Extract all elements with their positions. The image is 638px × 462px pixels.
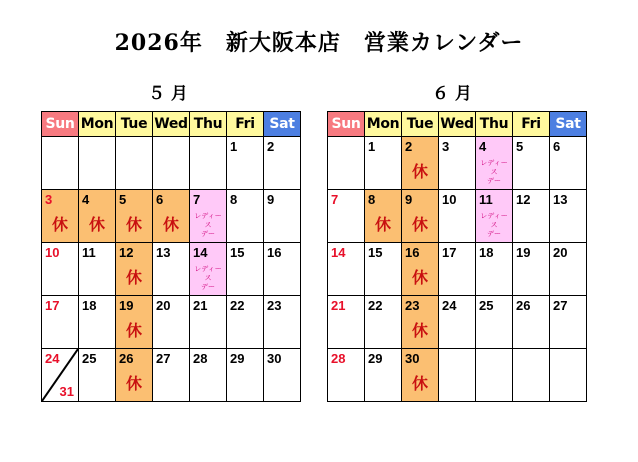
- day-cell: [42, 190, 79, 243]
- day-number: 6: [156, 192, 164, 207]
- day-cell: [365, 190, 402, 243]
- day-cell: [190, 296, 227, 349]
- day-cell: [79, 243, 116, 296]
- calendar-week: [42, 243, 301, 296]
- holiday-mark: 休: [411, 321, 428, 340]
- day-cell: [79, 190, 116, 243]
- day-cell: [328, 296, 365, 349]
- day-cell: [79, 296, 116, 349]
- day-number: 26: [119, 351, 134, 366]
- day-cell: [227, 349, 264, 402]
- weekday-header-fri: Fri: [513, 112, 550, 137]
- day-cell: [513, 296, 550, 349]
- day-number: 29: [230, 351, 245, 366]
- weekday-header-mon: Mon: [365, 112, 402, 137]
- day-number: 21: [193, 298, 208, 313]
- weekday-header-wed: Wed: [439, 112, 476, 137]
- weekday-header-mon: Mon: [79, 112, 116, 137]
- holiday-mark: 休: [411, 268, 428, 287]
- weekday-header-sat: Sat: [550, 112, 587, 137]
- empty-day-cell: [328, 137, 365, 190]
- day-number: 4: [479, 139, 487, 154]
- weekday-header-sun: Sun: [42, 112, 79, 137]
- day-number: 10: [45, 245, 60, 260]
- weekday-header-fri: Fri: [227, 112, 264, 137]
- holiday-mark: 休: [125, 321, 142, 340]
- day-cell: [227, 243, 264, 296]
- weekday-header-tue: Tue: [402, 112, 439, 137]
- day-number: 15: [230, 245, 245, 260]
- day-cell: [42, 296, 79, 349]
- day-number: 28: [193, 351, 208, 366]
- empty-day-cell: [42, 137, 79, 190]
- day-cell: [190, 190, 227, 243]
- day-number: 25: [82, 351, 97, 366]
- day-cell: [439, 137, 476, 190]
- day-number: 9: [405, 192, 413, 207]
- day-cell: [116, 190, 153, 243]
- empty-day-cell: [79, 137, 116, 190]
- day-cell: [264, 190, 301, 243]
- day-cell: [328, 243, 365, 296]
- day-cell: [439, 296, 476, 349]
- day-number: 3: [45, 192, 53, 207]
- day-cell: [153, 243, 190, 296]
- day-cell: [550, 137, 587, 190]
- day-cell: [476, 243, 513, 296]
- day-number: 6: [553, 139, 561, 154]
- month-label-may: ５ 月: [148, 84, 188, 104]
- holiday-mark: 休: [411, 374, 428, 393]
- day-cell: [227, 190, 264, 243]
- day-number: 1: [230, 139, 238, 154]
- day-cell: [402, 243, 439, 296]
- day-number: 18: [82, 298, 97, 313]
- day-cell: [476, 190, 513, 243]
- day-cell: [550, 296, 587, 349]
- calendar-week: [328, 296, 587, 349]
- day-cell: [190, 243, 227, 296]
- day-number: 19: [516, 245, 531, 260]
- holiday-mark: 休: [125, 268, 142, 287]
- day-cell: [550, 243, 587, 296]
- day-cell: [439, 243, 476, 296]
- day-cell: [153, 349, 190, 402]
- day-number: 5: [516, 139, 524, 154]
- day-cell: [513, 137, 550, 190]
- day-cell: [264, 349, 301, 402]
- ladies-day-label: レディース デー: [194, 212, 222, 238]
- empty-day-cell: [116, 137, 153, 190]
- empty-day-cell: [513, 349, 550, 402]
- day-number: 10: [442, 192, 457, 207]
- day-number: 8: [368, 192, 376, 207]
- day-number: 20: [553, 245, 568, 260]
- calendar-week: [328, 243, 587, 296]
- day-cell: [365, 349, 402, 402]
- day-cell: [328, 349, 365, 402]
- day-number: 23: [267, 298, 282, 313]
- calendar-week: [328, 137, 587, 190]
- day-cell: [476, 137, 513, 190]
- day-cell: [365, 137, 402, 190]
- day-number: 29: [368, 351, 383, 366]
- day-number: 25: [479, 298, 494, 313]
- holiday-mark: 休: [411, 215, 428, 234]
- day-number-split: 31: [59, 384, 74, 399]
- day-cell: [227, 296, 264, 349]
- day-number: 18: [479, 245, 494, 260]
- day-cell: [328, 190, 365, 243]
- day-number: 9: [267, 192, 275, 207]
- day-cell: [439, 190, 476, 243]
- weekday-header-thu: Thu: [190, 112, 227, 137]
- day-number: 14: [193, 245, 208, 260]
- day-cell: [402, 190, 439, 243]
- empty-day-cell: [476, 349, 513, 402]
- day-number: 17: [442, 245, 457, 260]
- day-number: 24: [45, 351, 60, 366]
- calendar-week: [42, 296, 301, 349]
- calendar-week: [42, 190, 301, 243]
- day-cell: [513, 243, 550, 296]
- holiday-mark: 休: [162, 215, 179, 234]
- day-cell: [365, 296, 402, 349]
- day-number: 11: [479, 192, 493, 207]
- day-number: 15: [368, 245, 383, 260]
- day-cell: [550, 190, 587, 243]
- weekday-header-thu: Thu: [476, 112, 513, 137]
- day-cell: [42, 243, 79, 296]
- day-number: 14: [331, 245, 346, 260]
- ladies-day-label: レディース デー: [194, 265, 222, 291]
- day-number: 26: [516, 298, 531, 313]
- holiday-mark: 休: [125, 215, 142, 234]
- empty-day-cell: [153, 137, 190, 190]
- day-number: 7: [193, 192, 201, 207]
- holiday-mark: 休: [88, 215, 105, 234]
- day-number: 22: [368, 298, 383, 313]
- day-cell: [153, 296, 190, 349]
- day-number: 19: [119, 298, 134, 313]
- day-cell: [402, 349, 439, 402]
- day-number: 4: [82, 192, 90, 207]
- day-cell: [264, 296, 301, 349]
- day-number: 27: [156, 351, 171, 366]
- day-number: 20: [156, 298, 171, 313]
- day-cell: [116, 296, 153, 349]
- day-cell: [264, 243, 301, 296]
- day-number: 27: [553, 298, 568, 313]
- day-cell: [116, 349, 153, 402]
- holiday-mark: 休: [51, 215, 68, 234]
- day-cell: [365, 243, 402, 296]
- day-number: 7: [331, 192, 339, 207]
- day-number: 12: [516, 192, 531, 207]
- calendar-week: [42, 349, 301, 402]
- day-number: 1: [368, 139, 376, 154]
- day-number: 2: [267, 139, 275, 154]
- ladies-day-label: レディース デー: [480, 159, 508, 185]
- day-number: 30: [267, 351, 282, 366]
- day-number: 12: [119, 245, 134, 260]
- weekday-header-wed: Wed: [153, 112, 190, 137]
- day-cell: [116, 243, 153, 296]
- calendar-week: [328, 190, 587, 243]
- day-cell: [476, 296, 513, 349]
- day-cell: [153, 190, 190, 243]
- day-number: 5: [119, 192, 127, 207]
- weekday-header-sun: Sun: [328, 112, 365, 137]
- day-cell: [190, 349, 227, 402]
- empty-day-cell: [550, 349, 587, 402]
- day-number: 3: [442, 139, 450, 154]
- day-cell: [513, 190, 550, 243]
- day-number: 16: [267, 245, 282, 260]
- holiday-mark: 休: [374, 215, 391, 234]
- calendar-week: [42, 137, 301, 190]
- day-number: 24: [442, 298, 457, 313]
- calendar-june: [327, 111, 587, 402]
- page-title: 2026年 新大阪本店 営業カレンダー: [114, 30, 524, 56]
- weekday-header-tue: Tue: [116, 112, 153, 137]
- day-number: 2: [405, 139, 413, 154]
- day-cell: [42, 349, 79, 402]
- empty-day-cell: [439, 349, 476, 402]
- empty-day-cell: [190, 137, 227, 190]
- day-cell: [402, 137, 439, 190]
- calendar-week: [328, 349, 587, 402]
- weekday-header-sat: Sat: [264, 112, 301, 137]
- holiday-mark: 休: [125, 374, 142, 393]
- day-cell: [227, 137, 264, 190]
- day-cell: [79, 349, 116, 402]
- day-number: 21: [331, 298, 346, 313]
- day-number: 8: [230, 192, 238, 207]
- day-cell: [264, 137, 301, 190]
- day-cell: [402, 296, 439, 349]
- day-number: 16: [405, 245, 420, 260]
- day-number: 23: [405, 298, 420, 313]
- day-number: 17: [45, 298, 60, 313]
- day-number: 28: [331, 351, 346, 366]
- holiday-mark: 休: [411, 162, 428, 181]
- day-number: 13: [156, 245, 171, 260]
- ladies-day-label: レディース デー: [480, 212, 508, 238]
- day-number: 30: [405, 351, 420, 366]
- calendar-may: [41, 111, 301, 402]
- day-number: 11: [82, 245, 96, 260]
- day-number: 22: [230, 298, 245, 313]
- month-label-june: ６ 月: [432, 84, 472, 104]
- day-number: 13: [553, 192, 568, 207]
